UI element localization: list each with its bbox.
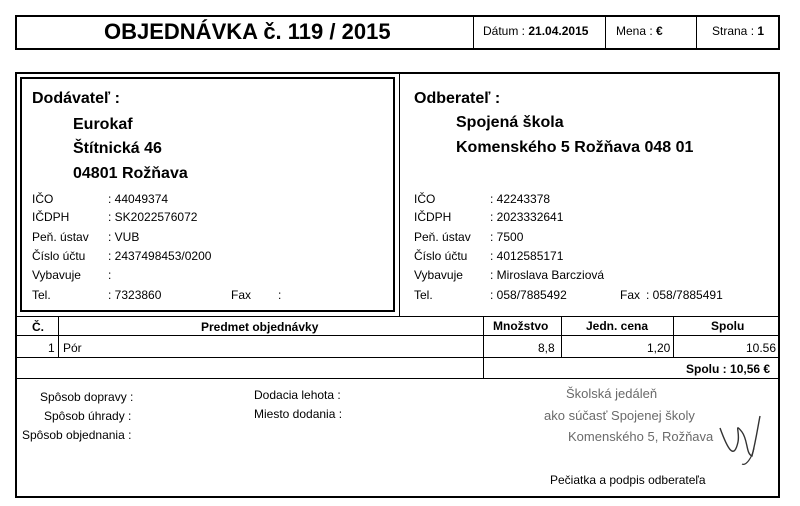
delivery-time-label: Dodacia lehota : (254, 388, 341, 402)
customer-address: Komenského 5 Rožňava 048 01 (456, 139, 694, 156)
supplier-ico-label: IČO (32, 192, 54, 206)
row-total: 10.56 (746, 341, 777, 355)
supplier-tel-label: Tel. (32, 288, 51, 302)
customer-contact-value: : Miroslava Barcziová (490, 268, 605, 282)
supplier-contact-label: Vybavuje (32, 268, 81, 282)
table-sum-line (15, 378, 780, 379)
col-header-no: Č. (32, 320, 44, 334)
customer-fax-label: Fax (620, 288, 641, 302)
customer-account-value: : 4012585171 (490, 249, 564, 263)
currency-field (616, 24, 663, 38)
customer-fax-value: : 058/7885491 (646, 288, 723, 302)
page-value: 1 (757, 24, 765, 38)
supplier-bank-value: : VUB (108, 230, 140, 244)
row-qty: 8,8 (538, 341, 555, 355)
date-value: 21.04.2015 (528, 24, 589, 38)
supplier-heading: Dodávateľ : (32, 90, 120, 107)
table-header-line (15, 335, 780, 336)
customer-icdph-label: IČDPH (414, 210, 452, 224)
row-item: Pór (63, 341, 82, 355)
table-col-3 (561, 316, 562, 357)
table-col-2 (483, 316, 484, 378)
party-divider (399, 72, 400, 316)
signature-caption: Pečiatka a podpis odberateľa (550, 473, 706, 487)
customer-account-label: Číslo účtu (414, 249, 468, 263)
sum-field (686, 362, 770, 376)
table-col-4 (673, 316, 674, 357)
header-divider-3 (696, 15, 697, 50)
supplier-name: Eurokaf (73, 116, 133, 133)
table-top-line (15, 316, 780, 317)
sum-value: 10,56 € (730, 362, 771, 376)
payment-label: Spôsob úhrady : (44, 409, 132, 423)
customer-contact-label: Vybavuje (414, 268, 463, 282)
transport-label: Spôsob dopravy : (40, 390, 134, 404)
row-no: 1 (48, 341, 55, 355)
supplier-icdph-value: : SK2022576072 (108, 210, 198, 224)
col-header-qty: Množstvo (493, 319, 549, 333)
page-label: Strana : (712, 24, 755, 38)
supplier-contact-value: : (108, 268, 112, 282)
header-divider-2 (605, 15, 606, 50)
table-col-1 (58, 316, 59, 357)
supplier-street: Štítnická 46 (73, 140, 162, 157)
order-method-label: Spôsob objednania : (22, 428, 132, 442)
stamp-line-2: ako súčasť Spojenej školy (544, 408, 695, 423)
stamp-line-3: Komenského 5, Rožňava (568, 429, 714, 444)
supplier-account-value: : 2437498453/0200 (108, 249, 212, 263)
customer-tel-value: : 058/7885492 (490, 288, 567, 302)
signature (716, 410, 776, 470)
col-header-item: Predmet objednávky (201, 320, 319, 334)
currency-value: € (656, 24, 663, 38)
delivery-place-label: Miesto dodania : (254, 407, 343, 421)
currency-label: Mena : (616, 24, 653, 38)
page-field (712, 24, 764, 38)
customer-bank-label: Peň. ústav (414, 230, 471, 244)
customer-bank-value: : 7500 (490, 230, 524, 244)
supplier-tel-value: : 7323860 (108, 288, 162, 302)
customer-heading: Odberateľ : (414, 90, 501, 107)
sum-label: Spolu : (686, 362, 727, 376)
header-divider-1 (473, 15, 474, 50)
table-row-line (15, 357, 780, 358)
customer-tel-label: Tel. (414, 288, 433, 302)
supplier-city: 04801 Rožňava (73, 165, 188, 182)
date-field (483, 24, 588, 38)
supplier-fax-value: : (278, 288, 282, 302)
customer-ico-label: IČO (414, 192, 436, 206)
stamp-line-1: Školská jedáleň (566, 386, 658, 401)
supplier-icdph-label: IČDPH (32, 210, 70, 224)
date-label: Dátum : (483, 24, 526, 38)
customer-ico-value: : 42243378 (490, 192, 551, 206)
supplier-bank-label: Peň. ústav (32, 230, 89, 244)
supplier-account-label: Číslo účtu (32, 249, 86, 263)
col-header-price: Jedn. cena (586, 319, 649, 333)
supplier-fax-label: Fax (231, 288, 252, 302)
row-price: 1,20 (647, 341, 671, 355)
page-title: OBJEDNÁVKA č. 119 / 2015 (104, 19, 391, 44)
col-header-total: Spolu (711, 319, 745, 333)
customer-name: Spojená škola (456, 114, 564, 131)
supplier-ico-value: : 44049374 (108, 192, 169, 206)
customer-icdph-value: : 2023332641 (490, 210, 564, 224)
